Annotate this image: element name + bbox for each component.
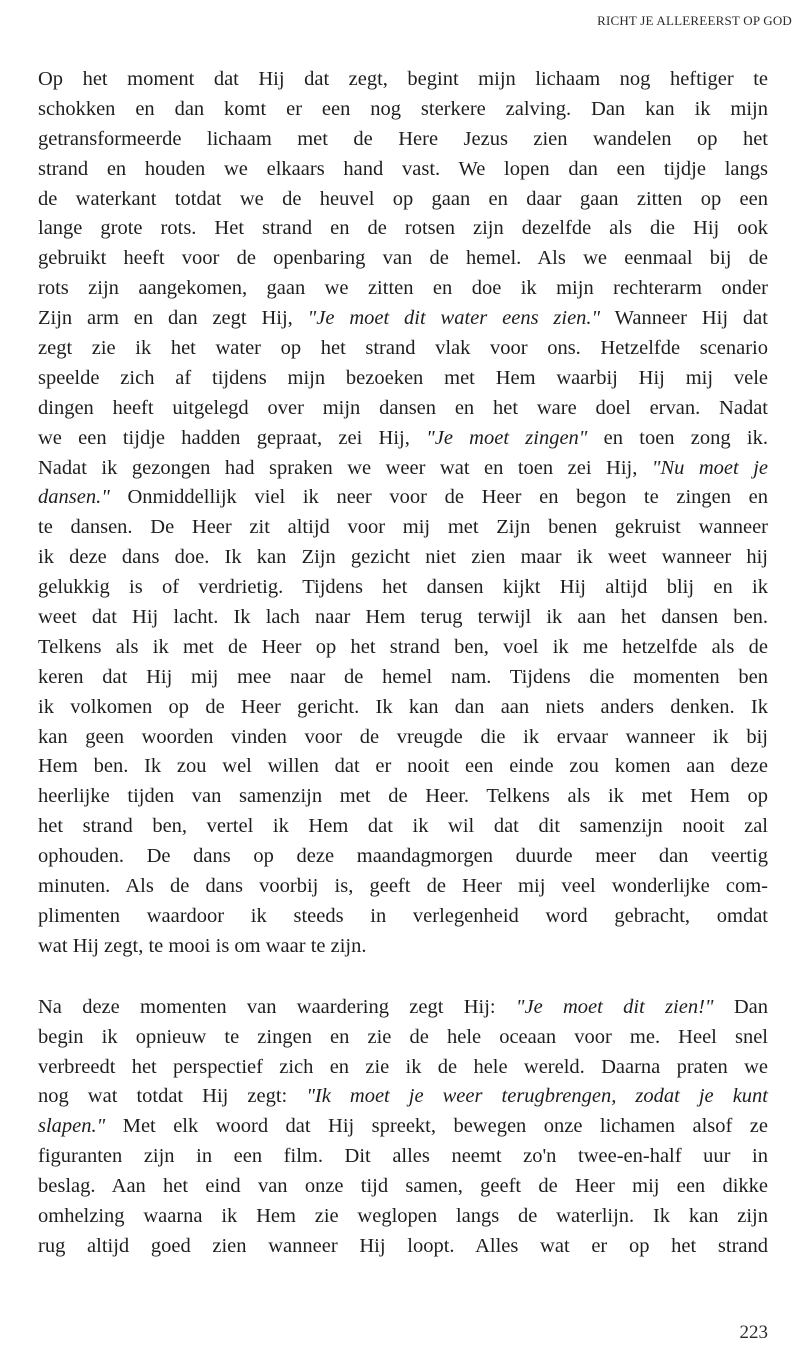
text-line	[38, 1023, 768, 1053]
text-line	[38, 483, 768, 513]
text-line	[38, 1053, 768, 1083]
text-line	[38, 693, 768, 723]
text-line	[38, 125, 768, 155]
quoted-speech: "Je moet dit zien!"	[515, 995, 714, 1018]
text-run: getransformeerde lichaam met de Here Jezus zien wandelen op het	[38, 127, 768, 150]
text-line	[38, 1112, 768, 1142]
paragraph-2	[38, 993, 768, 1262]
text-run: het strand ben, vertel ik Hem dat ik wil dat dit samenzijn nooit zal	[38, 815, 768, 838]
text-run: ik volkomen op de Heer gericht. Ik kan dan aan niets anders denken. Ik	[38, 695, 768, 718]
text-run: zegt zie ik het water op het strand vlak voor ons. Hetzelfde scenario	[38, 337, 768, 360]
text-line	[38, 543, 768, 573]
text-line	[38, 1142, 768, 1172]
text-line	[38, 573, 768, 603]
text-run: de waterkant totdat we de heuvel op gaan en daar gaan zitten op een	[38, 187, 768, 210]
text-run: figuranten zijn in een film. Dit alles neemt zo'n twee-en-half uur in	[38, 1145, 768, 1168]
text-run: gelukkig is of verdrietig. Tijdens het dansen kijkt Hij altijd blij en ik	[38, 576, 768, 599]
text-line	[38, 932, 768, 962]
text-line	[38, 663, 768, 693]
quoted-speech: "Je moet zingen"	[426, 426, 588, 449]
text-line	[38, 274, 768, 304]
text-line	[38, 334, 768, 364]
text-run: heerlijke tijden van samenzijn met de Heer. Telkens als ik met Hem op	[38, 785, 768, 808]
quoted-speech: "Nu moet je	[651, 456, 768, 479]
text-line	[38, 1172, 768, 1202]
text-line	[38, 155, 768, 185]
text-line	[38, 1232, 768, 1262]
text-run: dingen heeft uitgelegd over mijn dansen en het ware doel ervan. Nadat	[38, 396, 768, 419]
text-run: Telkens als ik met de Heer op het strand ben, voel ik me hetzelfde als de	[38, 635, 768, 658]
text-line	[38, 1082, 768, 1112]
text-line	[38, 304, 768, 334]
text-run: kan geen woorden vinden voor de vreugde die ik ervaar wanneer ik bij	[38, 725, 768, 748]
text-line	[38, 95, 768, 125]
quoted-speech: slapen."	[38, 1115, 106, 1138]
quoted-speech: "Je moet dit water eens zien."	[307, 307, 601, 330]
running-header: RICHT JE ALLEREERST OP GOD	[597, 13, 792, 28]
text-run: ophouden. De dans op deze maandagmorgen duurde meer dan veertig	[38, 845, 768, 868]
quoted-speech: dansen."	[38, 486, 110, 509]
text-run: Nadat ik gezongen had spraken we weer wat en toen zei Hij,	[38, 456, 652, 479]
text-line	[38, 993, 768, 1023]
text-run: Na deze momenten van waardering zegt Hij:	[38, 995, 516, 1018]
text-line	[38, 752, 768, 782]
text-run: Onmiddellijk viel ik neer voor de Heer en begon te zingen en	[109, 486, 768, 509]
text-run: verbreedt het perspectief zich en zie ik de hele wereld. Daarna praten we	[38, 1055, 768, 1078]
text-line	[38, 723, 768, 753]
text-line	[38, 872, 768, 902]
quoted-speech: "Ik moet je weer terugbrengen, zodat je kunt	[306, 1085, 768, 1108]
text-line	[38, 364, 768, 394]
text-line	[38, 812, 768, 842]
text-line	[38, 842, 768, 872]
text-run: ik deze dans doe. Ik kan Zijn gezicht niet zien maar ik weet wanneer hij	[38, 546, 768, 569]
text-line	[38, 185, 768, 215]
text-run: plimenten waardoor ik steeds in verlegenheid word gebracht, omdat	[38, 904, 768, 927]
text-run: Wanneer Hij dat	[600, 307, 768, 330]
text-line	[38, 1202, 768, 1232]
paragraph-1	[38, 65, 768, 962]
text-run: we een tijdje hadden gepraat, zei Hij,	[38, 426, 427, 449]
text-run: beslag. Aan het eind van onze tijd samen, geeft de Heer mij een dikke	[38, 1175, 768, 1198]
text-run: Op het moment dat Hij dat zegt, begint mijn lichaam nog heftiger te	[38, 68, 768, 90]
text-run: schokken en dan komt er een nog sterkere zalving. Dan kan ik mijn	[38, 97, 768, 120]
text-run: Met elk woord dat Hij spreekt, bewegen onze lichamen alsof ze	[105, 1115, 768, 1138]
text-run: begin ik opnieuw te zingen en zie de hele oceaan voor me. Heel snel	[38, 1025, 768, 1048]
text-line	[38, 214, 768, 244]
text-run: wat Hij zegt, te mooi is om waar te zijn.	[38, 934, 367, 957]
text-line	[38, 633, 768, 663]
page-number: 223	[739, 1322, 768, 1343]
text-run: te dansen. De Heer zit altijd voor mij met Zijn benen gekruist wanneer	[38, 516, 768, 539]
text-run: rots zijn aangekomen, gaan we zitten en doe ik mijn rechterarm onder	[38, 277, 768, 300]
page-body	[38, 65, 768, 1262]
text-run: speelde zich af tijdens mijn bezoeken met Hem waarbij Hij mij vele	[38, 366, 768, 389]
text-line	[38, 394, 768, 424]
text-run: Zijn arm en dan zegt Hij,	[38, 307, 308, 330]
text-run: en toen zong ik.	[587, 426, 768, 449]
text-run: gebruikt heeft voor de openbaring van de hemel. Als we eenmaal bij de	[38, 247, 768, 270]
text-run: rug altijd goed zien wanneer Hij loopt. Alles wat er op het strand	[38, 1234, 768, 1257]
text-run: nog wat totdat Hij zegt:	[38, 1085, 307, 1108]
text-run: strand en houden we elkaars hand vast. We lopen dan een tijdje langs	[38, 157, 768, 180]
text-line	[38, 513, 768, 543]
paragraph-spacer	[38, 962, 768, 993]
text-line	[38, 782, 768, 812]
text-line	[38, 244, 768, 274]
text-run: Hem ben. Ik zou wel willen dat er nooit een einde zou komen aan deze	[38, 755, 768, 778]
text-line	[38, 603, 768, 633]
text-line	[38, 65, 768, 95]
text-line	[38, 424, 768, 454]
text-run: Dan	[713, 995, 768, 1018]
text-line	[38, 902, 768, 932]
text-line	[38, 454, 768, 484]
text-run: keren dat Hij mij mee naar de hemel nam. Tijdens die momenten ben	[38, 665, 768, 688]
text-run: minuten. Als de dans voorbij is, geeft de Heer mij veel wonderlijke com-	[38, 875, 768, 898]
text-run: lange grote rots. Het strand en de rotsen zijn dezelfde als die Hij ook	[38, 217, 768, 240]
text-run: weet dat Hij lacht. Ik lach naar Hem terug terwijl ik aan het dansen ben.	[38, 606, 768, 629]
text-run: omhelzing waarna ik Hem zie weglopen langs de waterlijn. Ik kan zijn	[38, 1204, 768, 1227]
